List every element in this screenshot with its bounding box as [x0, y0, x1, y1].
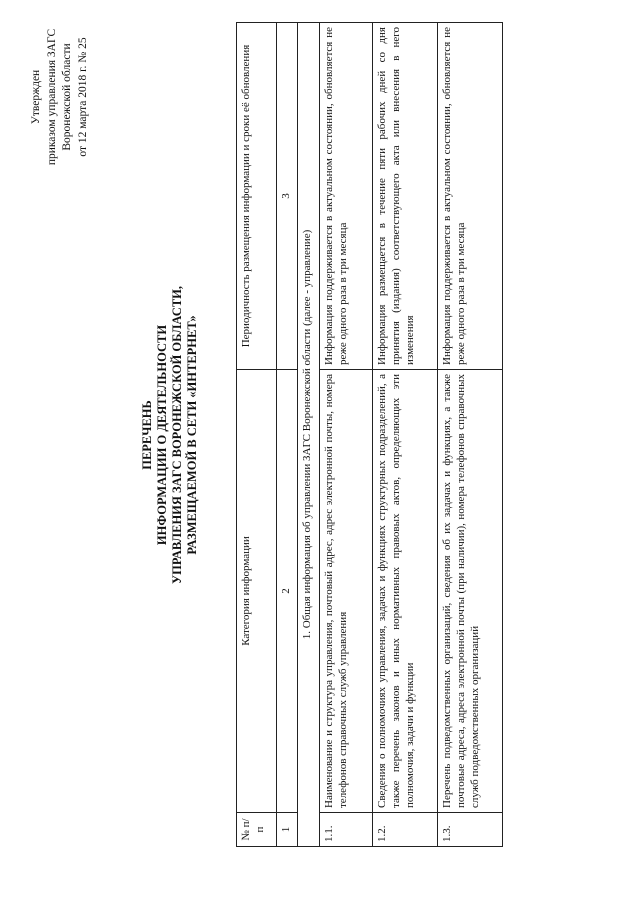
column-index: 3: [277, 23, 298, 370]
row-number: 1.3.: [438, 813, 503, 847]
title-line: УПРАВЛЕНИЯ ЗАГС ВОРОНЕЖСКОЙ ОБЛАСТИ,: [170, 285, 184, 585]
document-title: [140, 225, 200, 645]
approval-line: приказом управления ЗАГС: [45, 28, 58, 166]
row-category: Сведения о полномочиях управления, задачах и функциях структурных подразделений, а также перечень законов и иных нормативных правовых актов, определяющих эти полномочия, задачи и функции: [373, 370, 438, 813]
header-number: № п/п: [237, 813, 277, 847]
table-row: [320, 23, 373, 847]
table-row: [373, 23, 438, 847]
row-category: Перечень подведомственных организаций, сведения об их задачах и функциях, а также почтовые адреса, адреса электронной почты (при наличии), номера телефонов справочных служб подведомственных организаций: [438, 370, 503, 813]
row-number: 1.1.: [320, 813, 373, 847]
row-periodicity: Информация поддерживается в актуальном состоянии, обновляется не реже одного раза в три месяца: [438, 23, 503, 370]
title-line: ПЕРЕЧЕНЬ: [140, 400, 154, 470]
approval-line: от 12 марта 2018 г. № 25: [76, 37, 89, 157]
approval-line: Утвержден: [30, 69, 42, 125]
approval-stamp-block: [29, 17, 91, 177]
row-category: Наименование и структура управления, почтовый адрес, адрес электронной почты, номера телефонов справочных служб управления: [320, 370, 373, 813]
approval-line: Воронежской области: [61, 43, 73, 151]
table-header-row: [237, 23, 277, 847]
column-index: 2: [277, 370, 298, 813]
title-line: ИНФОРМАЦИИ О ДЕЯТЕЛЬНОСТИ: [155, 324, 169, 546]
section-title: 1. Общая информация об управлении ЗАГС Воронежской области (далее - управление): [298, 23, 320, 847]
information-list-table: [236, 22, 503, 847]
row-number: 1.2.: [373, 813, 438, 847]
column-index: 1: [277, 813, 298, 847]
section-row: [298, 23, 320, 847]
row-periodicity: Информация размещается в течение пяти рабочих дней со дня принятия (издания) соответствующего акта или внесения в него изменения: [373, 23, 438, 370]
column-index-row: [277, 23, 298, 847]
table-row: [438, 23, 503, 847]
header-category: Категория информации: [237, 370, 277, 813]
title-line: РАЗМЕЩАЕМОЙ В СЕТИ «ИНТЕРНЕТ»: [185, 315, 199, 555]
header-periodicity: Периодичность размещения информации и сроки её обновления: [237, 23, 277, 370]
row-periodicity: Информация поддерживается в актуальном состоянии, обновляется не реже одного раза в три месяца: [320, 23, 373, 370]
